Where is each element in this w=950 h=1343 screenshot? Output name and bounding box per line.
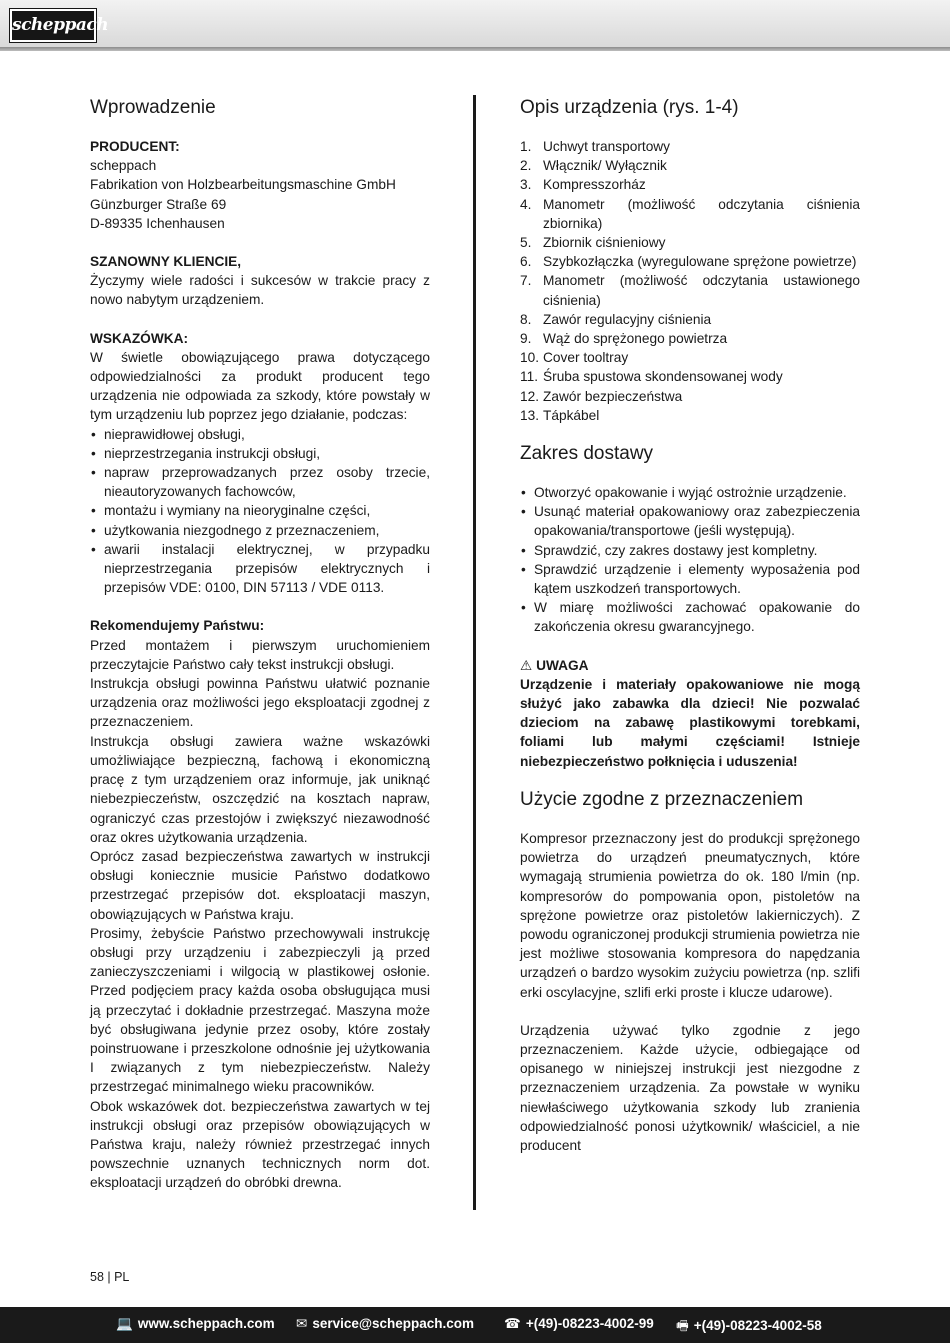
list-item: 3. Kompresszorház [520,177,646,193]
warning-label: UWAGA [536,657,589,673]
list-item: • nieprzestrzegania instrukcji obsługi, [90,444,430,463]
footer-phone[interactable]: ☎ +(49)-08223-4002-99 [504,1316,654,1331]
list-item: • W miarę możliwości zachować opakowanie do zakończenia okresu gwarancyjnego. [520,598,860,636]
header-rule [0,47,950,51]
list-item: • nieprawidłowej obsługi, [90,425,430,444]
list-item: • Sprawdzić, czy zakres dostawy jest kompletny. [520,541,860,560]
hint-label: WSKAZÓWKA: [90,330,189,346]
list-item: 7. Manometr (możliwość odczytania ustawionego ciśnienia) [520,273,860,308]
producer-line: D-89335 Ichenhausen [90,215,225,231]
warning-heading [520,656,860,675]
left-column [90,95,430,1193]
recommend-label: Rekomendujemy Państwu: [90,618,265,634]
list-item: • awarii instalacji elektrycznej, w przypadku nieprzestrzegania przepisów elektrycznych i przepisów VDE: 0100, DIN 57113 / VDE 0113. [90,540,430,598]
computer-icon: 💻 [116,1316,133,1331]
delivery-list [520,483,860,637]
page-header [0,0,950,47]
recommend-paragraph: Obok wskazówek dot. bezpieczeństwa zawartych w tej instrukcji obsługi oraz przepisów obowiązujących w Państwa kraju, należy również przestrzegać innych powszechnie uznanych technicznych norm dot. eksploatacji urządzeń do obróbki drewna. [90,1098,430,1191]
section-title-introduction: Wprowadzenie [90,97,216,118]
phone-icon: ☎ [504,1316,521,1331]
list-item: • napraw przeprowadzanych przez osoby trzecie, nieautoryzowanych fachowców, [90,463,430,501]
usage-paragraph: Urządzenia używać tylko zgodnie z jego przeznaczeniem. Każde użycie, odbiegające od opisanego w niniejszej instrukcji jest niezgodne z przeznaczeniem urządzenia. Za powstałe w wyniku niewłaściwego użytkowania szkody lub zranienia odpowiedzialność ponosi użytkownik/ właściciel, a nie producent [520,1022,860,1153]
recommend-paragraph: Oprócz zasad bezpieczeństwa zawartych w instrukcji obsługi koniecznie musicie Państwo dodatkowo przestrzegać przepisów dot. eksploatacji maszyn, obowiązujących w Państwa kraju. [90,848,430,922]
usage-paragraph: Kompresor przeznaczony jest do produkcji sprężonego powietrza do urządzeń pneumatycznych, które wymagają strumienia powietrza do ok. 180 l/min (np. kompresorów do pompowania opon, pistoletów na sprężone powietrze oraz pistoletów lakierniczych). Z powodu ograniczonej produkcji strumienia powietrza nie jest możliwe stosowania kompresora do napędzania urządzeń o bardzo wysokim zużyciu powietrza (np. szlifi erki oscylacyjne, szlifi erki proste i klucze udarowe). [520,830,860,1000]
producer-line: Fabrikation von Holzbearbeitungsmaschine GmbH [90,177,396,193]
list-item: 4. Manometr (możliwość odczytania ciśnienia zbiornika) [520,196,860,231]
recommend-paragraph: Instrukcja obsługi zawiera ważne wskazówki umożliwiające bezpieczną, fachową i ekonomiczną pracę z tym urządzeniem oraz informuje, jak uniknąć niebezpieczeństw, oszczędzić na kosztach napraw, ograniczyć czas przestojów i zwiększyć niezawodność oraz okres użytkowania urządzenia. [90,733,430,845]
fax-icon: 🖷 [676,1318,689,1333]
list-item: 12. Zawór bezpieczeństwa [520,388,683,404]
page-footer [0,1307,950,1343]
producer-label: PRODUCENT: [90,139,180,154]
right-column [520,95,860,1155]
list-item: 13. Tápkábel [520,407,600,423]
list-item: • Usunąć materiał opakowaniowy oraz zabezpieczenia opakowania/transportowe (jeśli występują). [520,502,860,540]
column-divider [473,95,476,1210]
warning-icon: ⚠ [520,657,533,673]
producer-line: Günzburger Straße 69 [90,196,227,212]
list-item: 9. Wąż do sprężonego powietrza [520,331,728,347]
footer-email[interactable]: ✉ service@scheppach.com [296,1316,475,1331]
section-title-intended-use: Użycie zgodne z przeznaczeniem [520,788,804,810]
list-item: 2. Włącznik/ Wyłącznik [520,158,667,174]
producer-line: scheppach [90,158,157,174]
hint-text: W świetle obowiązującego prawa dotyczącego odpowiedzialności za produkt producent tego urządzenia nie odpowiada za szkody, które powstały w tym urządzeniu lub poprzez jego działanie, podczas: [90,349,430,423]
page-number: 58 | PL [90,1270,130,1284]
section-title-device-description: Opis urządzenia (rys. 1-4) [520,97,739,118]
list-item: 6. Szybkozłączka (wyregulowane sprężone powietrze) [520,254,857,270]
list-item: 8. Zawór regulacyjny ciśnienia [520,311,712,327]
warning-text: Urządzenie i materiały opakowaniowe nie mogą służyć jako zabawka dla dzieci! Nie pozwalać dzieciom na zabawę plastikowymi torebkami, foliami lub małymi częściami! Istnieje niebezpieczeństwo połknięcia i uduszenia! [520,676,860,769]
list-item: 10. Cover tooltray [520,350,629,366]
dear-customer-text: Życzymy wiele radości i sukcesów w trakcie pracy z nowo nabytym urządzeniem. [90,273,430,308]
recommend-paragraph: Przed montażem i pierwszym uruchomieniem przeczytajcie Państwo cały tekst instrukcji obsługi. [90,637,430,672]
list-item: • Sprawdzić urządzenie i elementy wyposażenia pod kątem uszkodzeń transportowych. [520,560,860,598]
device-parts-list [520,137,860,425]
list-item: • użytkowania niezgodnego z przeznaczeniem, [90,521,430,540]
scheppach-logo: scheppach [10,9,96,42]
list-item: • Otworzyć opakowanie i wyjąć ostrożnie urządzenie. [520,483,860,502]
list-item: 11. Śruba spustowa skondensowanej wody [520,369,783,385]
recommend-paragraph: Prosimy, żebyście Państwo przechowywali instrukcję obsługi przy urządzeniu i zabezpieczyli ją przed zanieczyszczeniami i wilgocią w plastikowej osłonie. Przed podjęciem pracy każda osoba obsługująca musi ją przeczytać i dokładnie przestrzegać. Maszyna może być obsługiwana jedynie przez osoby, które zostały poinstruowane i przeszkolone odnośnie jej użytkowania I związanych z tym niebezpieczeństw. Należy przestrzegać minimalnego wieku pracowników. [90,925,430,1095]
list-item: • montażu i wymiany na nieoryginalne części, [90,501,430,520]
footer-fax: 🖷 +(49)-08223-4002-58 [676,1318,822,1333]
footer-website[interactable]: 💻 www.scheppach.com [116,1316,275,1331]
hint-list [90,425,430,598]
list-item: 5. Zbiornik ciśnieniowy [520,235,666,251]
list-item: 1. Uchwyt transportowy [520,139,671,154]
section-title-delivery-scope: Zakres dostawy [520,443,654,465]
envelope-icon: ✉ [296,1316,308,1331]
recommend-paragraph: Instrukcja obsługi powinna Państwu ułatwić poznanie urządzenia oraz możliwości jego eksploatacji zgodnej z przeznaczeniem. [90,676,430,730]
dear-customer-label: SZANOWNY KLIENCIE, [90,254,242,270]
